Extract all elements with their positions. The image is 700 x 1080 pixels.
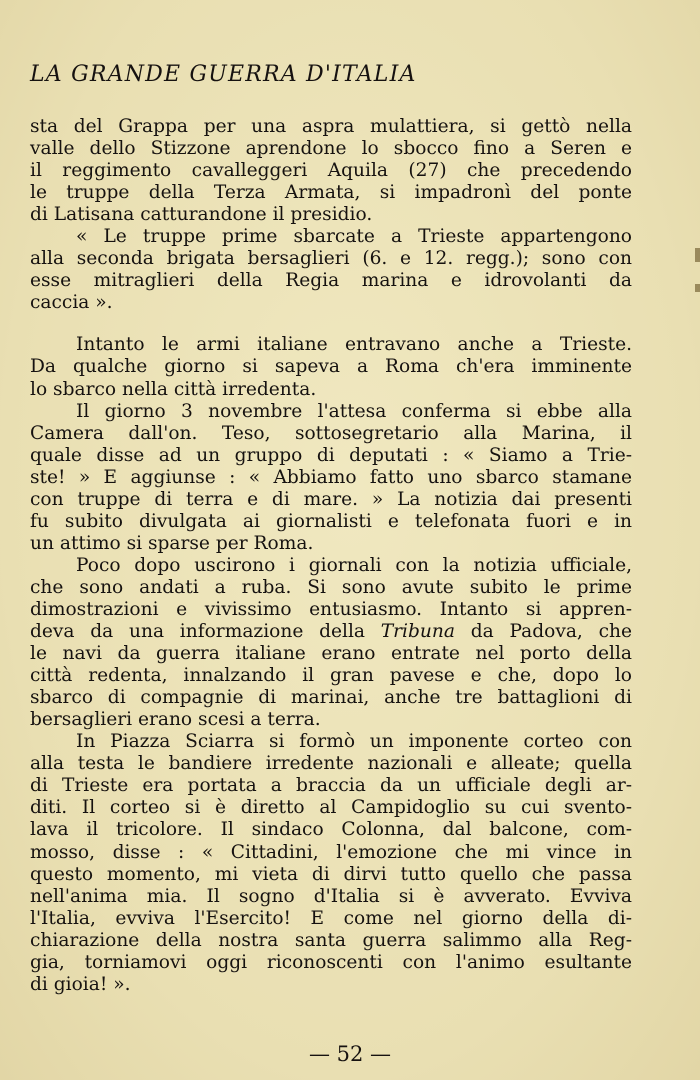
text-line: gia, torniamovi oggi riconoscenti con l'animo esultante <box>30 951 632 973</box>
text-line: chiarazione della nostra santa guerra salimmo alla Reg- <box>30 929 632 951</box>
text-line-with-italic <box>30 621 632 643</box>
text-line: valle dello Stizzone aprendone lo sbocco fino a Seren e <box>30 138 632 160</box>
text-line: sbarco di compagnie di marinai, anche tre battaglioni di <box>30 687 632 709</box>
text-line: questo momento, mi vieta di dirvi tutto quello che passa <box>30 863 632 885</box>
text-line: l'Italia, evviva l'Esercito! E come nel giorno della di- <box>30 907 632 929</box>
text-line: caccia ». <box>30 292 113 314</box>
text-line: Camera dall'on. Teso, sottosegretario alla Marina, il <box>30 422 632 444</box>
text-line: di Trieste era portata a braccia da un ufficiale degli ar- <box>30 775 632 797</box>
text-line: di Latisana catturandone il presidio. <box>30 204 373 226</box>
text-line: città redenta, innalzando il gran pavese e che, dopo lo <box>30 665 632 687</box>
text-line: alla testa le bandiere irredente nazionali e alleate; quella <box>30 753 632 775</box>
text-line: il reggimento cavalleggeri Aquila (27) che precedendo <box>30 160 632 182</box>
page-edge-mark <box>695 248 700 262</box>
text-line: alla seconda brigata bersaglieri (6. e 12. regg.); sono con <box>30 248 632 270</box>
text-line: dimostrazioni e vivissimo entusiasmo. Intanto si appren- <box>30 598 632 620</box>
newspaper-title-italic: Tribuna <box>380 621 455 643</box>
text-line: mosso, disse : « Cittadini, l'emozione che mi vince in <box>30 841 632 863</box>
text-line: ste! » E aggiunse : « Abbiamo fatto uno sbarco stamane <box>30 466 632 488</box>
page-number: — 52 — <box>308 1042 392 1066</box>
text-line: diti. Il corteo si è diretto al Campidoglio su cui svento- <box>30 797 632 819</box>
page-edge-mark <box>695 284 700 292</box>
running-header: LA GRANDE GUERRA D'ITALIA <box>30 62 417 87</box>
text-line: quale disse ad un gruppo di deputati : « Siamo a Trie- <box>30 444 632 466</box>
text-line: le navi da guerra italiane erano entrate nel porto della <box>30 643 632 665</box>
text-line: Il giorno 3 novembre l'attesa conferma si ebbe alla <box>76 400 632 422</box>
text-line: lava il tricolore. Il sindaco Colonna, dal balcone, com- <box>30 819 632 841</box>
text-line: di gioia! ». <box>30 973 131 995</box>
text-line: bersaglieri erano scesi a terra. <box>30 709 321 731</box>
text-line: Da qualche giorno si sapeva a Roma ch'era imminente <box>30 356 632 378</box>
text-line: le truppe della Terza Armata, si impadronì del ponte <box>30 182 632 204</box>
text-line: sta del Grappa per una aspra mulattiera, si gettò nella <box>30 116 632 137</box>
text-fragment: da Padova, che <box>470 621 632 643</box>
text-line: fu subito divulgata ai giornalisti e telefonata fuori e in <box>30 510 632 532</box>
paragraph-break <box>30 314 632 334</box>
text-line: In Piazza Sciarra si formò un imponente corteo con <box>76 731 632 753</box>
text-line: « Le truppe prime sbarcate a Trieste appartengono <box>76 226 632 248</box>
text-line: lo sbarco nella città irredenta. <box>30 378 317 400</box>
text-line: con truppe di terra e di mare. » La notizia dai presenti <box>30 488 632 510</box>
text-line: Poco dopo uscirono i giornali con la notizia ufficiale, <box>76 554 632 576</box>
body-text <box>30 116 632 996</box>
text-line: un attimo si sparse per Roma. <box>30 532 314 554</box>
text-fragment: deva da una informazione della <box>30 621 365 643</box>
text-line: esse mitraglieri della Regia marina e idrovolanti da <box>30 270 632 292</box>
text-line: Intanto le armi italiane entravano anche a Trieste. <box>76 334 632 356</box>
text-line: che sono andati a ruba. Si sono avute subito le prime <box>30 576 632 598</box>
text-line: nell'anima mia. Il sogno d'Italia si è avverato. Evviva <box>30 885 632 907</box>
